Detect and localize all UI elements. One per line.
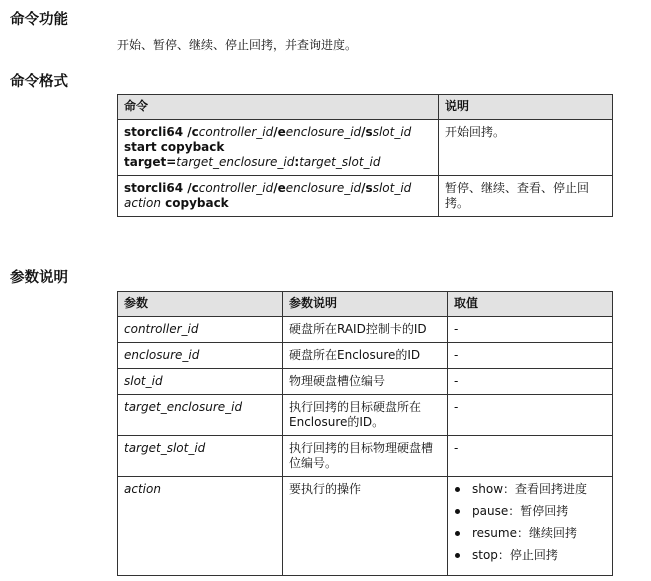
command-segment: target=	[124, 155, 177, 169]
command-segment: start copyback	[124, 140, 225, 154]
table-row	[118, 176, 613, 217]
command-segment: :	[294, 155, 300, 169]
param-desc-cell: 执行回拷的目标硬盘所在Enclosure的ID。	[283, 395, 448, 436]
header-value: 取值	[448, 292, 613, 317]
section-title-format: 命令格式	[10, 74, 68, 90]
command-segment: action	[124, 196, 161, 210]
command-cell	[118, 120, 439, 176]
header-param: 参数	[118, 292, 283, 317]
command-line	[124, 155, 432, 170]
command-segment: copyback	[160, 196, 229, 210]
param-name: slot_id	[124, 374, 163, 388]
table-row	[118, 477, 613, 576]
table-row	[118, 317, 613, 343]
param-cell	[118, 369, 283, 395]
value-cell	[448, 477, 613, 576]
param-desc-cell: 要执行的操作	[283, 477, 448, 576]
command-line	[124, 125, 432, 140]
command-segment: slot_id	[372, 181, 412, 195]
table-row	[118, 343, 613, 369]
command-segment: /s	[361, 181, 373, 195]
command-segment: /e	[273, 181, 286, 195]
param-desc-cell: 物理硬盘槽位编号	[283, 369, 448, 395]
command-segment: target_enclosure_id	[176, 155, 295, 169]
param-name: controller_id	[124, 322, 199, 336]
command-segment: storcli64 /c	[124, 125, 199, 139]
command-line	[124, 196, 432, 211]
command-line	[124, 140, 432, 155]
command-cell	[118, 176, 439, 217]
command-segment: /e	[273, 125, 286, 139]
table-row	[118, 395, 613, 436]
command-segment: enclosure_id	[285, 125, 362, 139]
table-row	[118, 369, 613, 395]
param-cell	[118, 395, 283, 436]
function-description: 开始、暂停、继续、停止回拷，并查询进度。	[117, 38, 358, 52]
command-segment: enclosure_id	[285, 181, 362, 195]
command-line	[124, 181, 432, 196]
value-list-item: show：查看回拷进度	[454, 482, 606, 504]
table-row	[118, 436, 613, 477]
param-name: target_enclosure_id	[124, 400, 243, 414]
format-table	[117, 94, 613, 217]
param-cell	[118, 436, 283, 477]
value-list-item: stop：停止回拷	[454, 548, 606, 570]
command-segment: controller_id	[198, 181, 274, 195]
param-table	[117, 291, 613, 576]
param-cell	[118, 317, 283, 343]
param-name: target_slot_id	[124, 441, 206, 455]
header-param-desc: 参数说明	[283, 292, 448, 317]
value-list-item: resume：继续回拷	[454, 526, 606, 548]
command-segment: storcli64 /c	[124, 181, 199, 195]
table-row	[118, 120, 613, 176]
value-cell: -	[448, 395, 613, 436]
command-segment: controller_id	[198, 125, 274, 139]
param-name: enclosure_id	[124, 348, 200, 362]
value-cell: -	[448, 343, 613, 369]
param-cell	[118, 477, 283, 576]
description-cell: 暂停、继续、查看、停止回拷。	[439, 176, 613, 217]
header-command: 命令	[118, 95, 439, 120]
param-desc-cell: 执行回拷的目标物理硬盘槽位编号。	[283, 436, 448, 477]
value-cell: -	[448, 436, 613, 477]
param-desc-cell: 硬盘所在Enclosure的ID	[283, 343, 448, 369]
section-title-function: 命令功能	[10, 12, 68, 28]
param-name: action	[124, 482, 161, 496]
value-list	[454, 482, 606, 570]
value-cell: -	[448, 317, 613, 343]
command-segment: target_slot_id	[299, 155, 381, 169]
value-cell: -	[448, 369, 613, 395]
command-segment: /s	[361, 125, 373, 139]
value-list-item: pause：暂停回拷	[454, 504, 606, 526]
command-segment: slot_id	[372, 125, 412, 139]
description-cell: 开始回拷。	[439, 120, 613, 176]
param-desc-cell: 硬盘所在RAID控制卡的ID	[283, 317, 448, 343]
section-title-params: 参数说明	[10, 270, 68, 286]
param-cell	[118, 343, 283, 369]
header-description: 说明	[439, 95, 613, 120]
